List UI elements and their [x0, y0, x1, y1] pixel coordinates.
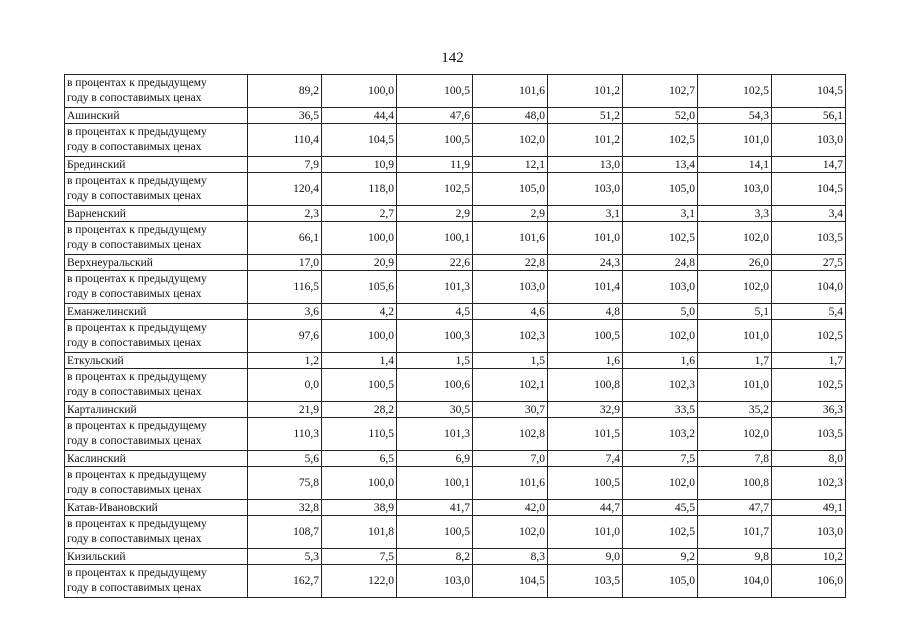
value-cell: 116,5 [248, 271, 322, 304]
value-cell: 102,1 [473, 369, 548, 402]
value-cell: 2,9 [473, 206, 548, 222]
district-name: Брединский [65, 157, 248, 173]
value-cell: 110,4 [248, 124, 322, 157]
value-cell: 21,9 [248, 402, 322, 418]
label-line-1: в процентах к предыдущему [67, 469, 207, 481]
value-cell: 105,0 [473, 173, 548, 206]
value-cell: 100,0 [322, 467, 397, 500]
percent-row [65, 222, 846, 255]
value-cell: 103,0 [548, 173, 623, 206]
label-line-2: году в сопоставимых ценах [67, 91, 202, 104]
value-cell: 3,1 [548, 206, 623, 222]
value-cell: 3,6 [248, 304, 322, 320]
value-cell: 102,7 [623, 75, 698, 108]
label-line-2: году в сопоставимых ценах [67, 483, 202, 496]
percent-row [65, 75, 846, 108]
value-cell: 101,3 [397, 271, 473, 304]
district-name: Еткульский [65, 353, 248, 369]
value-cell: 4,6 [473, 304, 548, 320]
district-row [65, 402, 846, 418]
value-cell: 101,4 [548, 271, 623, 304]
value-cell: 102,3 [473, 320, 548, 353]
label-line-1: в процентах к предыдущему [67, 224, 207, 236]
value-cell: 10,2 [772, 549, 846, 565]
value-cell: 49,1 [772, 500, 846, 516]
value-cell: 101,6 [473, 75, 548, 108]
value-cell: 103,0 [473, 271, 548, 304]
value-cell: 89,2 [248, 75, 322, 108]
district-name: Еманжелинский [65, 304, 248, 320]
value-cell: 7,5 [322, 549, 397, 565]
percent-row-label [65, 173, 248, 206]
percent-row [65, 467, 846, 500]
value-cell: 106,0 [772, 565, 846, 598]
value-cell: 7,8 [698, 451, 772, 467]
value-cell: 102,5 [772, 320, 846, 353]
value-cell: 45,5 [623, 500, 698, 516]
value-cell: 162,7 [248, 565, 322, 598]
value-cell: 1,7 [698, 353, 772, 369]
value-cell: 100,8 [698, 467, 772, 500]
value-cell: 102,0 [473, 124, 548, 157]
value-cell: 108,7 [248, 516, 322, 549]
district-row [65, 206, 846, 222]
value-cell: 100,5 [397, 516, 473, 549]
value-cell: 5,4 [772, 304, 846, 320]
value-cell: 104,5 [322, 124, 397, 157]
value-cell: 66,1 [248, 222, 322, 255]
value-cell: 3,4 [772, 206, 846, 222]
value-cell: 101,2 [548, 75, 623, 108]
value-cell: 1,2 [248, 353, 322, 369]
value-cell: 104,0 [698, 565, 772, 598]
value-cell: 103,5 [772, 418, 846, 451]
value-cell: 103,2 [623, 418, 698, 451]
value-cell: 1,7 [772, 353, 846, 369]
district-name: Кизильский [65, 549, 248, 565]
value-cell: 17,0 [248, 255, 322, 271]
district-row [65, 451, 846, 467]
percent-row-label [65, 124, 248, 157]
value-cell: 100,8 [548, 369, 623, 402]
percent-row-label [65, 222, 248, 255]
value-cell: 5,0 [623, 304, 698, 320]
value-cell: 24,3 [548, 255, 623, 271]
value-cell: 102,3 [772, 467, 846, 500]
percent-row [65, 124, 846, 157]
value-cell: 7,5 [623, 451, 698, 467]
value-cell: 5,1 [698, 304, 772, 320]
value-cell: 24,8 [623, 255, 698, 271]
value-cell: 102,0 [623, 467, 698, 500]
label-line-2: году в сопоставимых ценах [67, 238, 202, 251]
value-cell: 2,3 [248, 206, 322, 222]
value-cell: 105,6 [322, 271, 397, 304]
value-cell: 41,7 [397, 500, 473, 516]
value-cell: 2,7 [322, 206, 397, 222]
value-cell: 102,5 [623, 222, 698, 255]
value-cell: 7,4 [548, 451, 623, 467]
value-cell: 6,5 [322, 451, 397, 467]
value-cell: 103,5 [548, 565, 623, 598]
value-cell: 51,2 [548, 108, 623, 124]
value-cell: 1,5 [473, 353, 548, 369]
value-cell: 101,0 [548, 516, 623, 549]
value-cell: 100,1 [397, 467, 473, 500]
value-cell: 52,0 [623, 108, 698, 124]
value-cell: 102,8 [473, 418, 548, 451]
value-cell: 102,0 [698, 222, 772, 255]
value-cell: 42,0 [473, 500, 548, 516]
value-cell: 4,5 [397, 304, 473, 320]
label-line-1: в процентах к предыдущему [67, 322, 207, 334]
value-cell: 30,5 [397, 402, 473, 418]
value-cell: 44,4 [322, 108, 397, 124]
value-cell: 102,5 [698, 75, 772, 108]
district-name: Катав-Ивановский [65, 500, 248, 516]
value-cell: 3,3 [698, 206, 772, 222]
value-cell: 36,3 [772, 402, 846, 418]
value-cell: 13,4 [623, 157, 698, 173]
percent-row-label [65, 75, 248, 108]
value-cell: 22,6 [397, 255, 473, 271]
value-cell: 8,3 [473, 549, 548, 565]
value-cell: 101,0 [698, 124, 772, 157]
percent-row [65, 516, 846, 549]
value-cell: 1,4 [322, 353, 397, 369]
value-cell: 14,7 [772, 157, 846, 173]
district-row [65, 353, 846, 369]
value-cell: 30,7 [473, 402, 548, 418]
value-cell: 26,0 [698, 255, 772, 271]
value-cell: 103,5 [772, 222, 846, 255]
value-cell: 100,5 [322, 369, 397, 402]
district-row [65, 157, 846, 173]
page-number: 142 [441, 50, 464, 66]
district-row [65, 500, 846, 516]
value-cell: 100,0 [322, 75, 397, 108]
value-cell: 14,1 [698, 157, 772, 173]
value-cell: 118,0 [322, 173, 397, 206]
value-cell: 102,0 [698, 271, 772, 304]
value-cell: 103,0 [772, 124, 846, 157]
value-cell: 110,5 [322, 418, 397, 451]
value-cell: 7,0 [473, 451, 548, 467]
percent-row-label [65, 467, 248, 500]
percent-row [65, 320, 846, 353]
label-line-2: году в сопоставимых ценах [67, 336, 202, 349]
value-cell: 102,3 [623, 369, 698, 402]
value-cell: 103,0 [698, 173, 772, 206]
value-cell: 9,0 [548, 549, 623, 565]
value-cell: 110,3 [248, 418, 322, 451]
percent-row [65, 173, 846, 206]
value-cell: 47,6 [397, 108, 473, 124]
value-cell: 32,8 [248, 500, 322, 516]
value-cell: 38,9 [322, 500, 397, 516]
value-cell: 100,6 [397, 369, 473, 402]
district-row [65, 304, 846, 320]
label-line-2: году в сопоставимых ценах [67, 532, 202, 545]
value-cell: 105,0 [623, 565, 698, 598]
percent-row-label [65, 565, 248, 598]
value-cell: 102,0 [698, 418, 772, 451]
value-cell: 56,1 [772, 108, 846, 124]
label-line-2: году в сопоставимых ценах [67, 434, 202, 447]
value-cell: 8,0 [772, 451, 846, 467]
value-cell: 100,0 [322, 222, 397, 255]
percent-row [65, 565, 846, 598]
label-line-1: в процентах к предыдущему [67, 175, 207, 187]
data-table [64, 74, 846, 598]
value-cell: 105,0 [623, 173, 698, 206]
value-cell: 6,9 [397, 451, 473, 467]
value-cell: 100,5 [397, 124, 473, 157]
value-cell: 122,0 [322, 565, 397, 598]
value-cell: 101,7 [698, 516, 772, 549]
value-cell: 28,2 [322, 402, 397, 418]
value-cell: 103,0 [772, 516, 846, 549]
value-cell: 102,5 [623, 516, 698, 549]
value-cell: 44,7 [548, 500, 623, 516]
value-cell: 101,8 [322, 516, 397, 549]
district-row [65, 255, 846, 271]
percent-row [65, 369, 846, 402]
label-line-1: в процентах к предыдущему [67, 567, 207, 579]
district-row [65, 549, 846, 565]
value-cell: 11,9 [397, 157, 473, 173]
value-cell: 32,9 [548, 402, 623, 418]
value-cell: 3,1 [623, 206, 698, 222]
label-line-1: в процентах к предыдущему [67, 371, 207, 383]
value-cell: 102,0 [623, 320, 698, 353]
value-cell: 102,5 [623, 124, 698, 157]
value-cell: 1,5 [397, 353, 473, 369]
value-cell: 27,5 [772, 255, 846, 271]
value-cell: 100,5 [397, 75, 473, 108]
value-cell: 100,1 [397, 222, 473, 255]
value-cell: 13,0 [548, 157, 623, 173]
value-cell: 103,0 [623, 271, 698, 304]
value-cell: 4,8 [548, 304, 623, 320]
value-cell: 101,3 [397, 418, 473, 451]
percent-row-label [65, 516, 248, 549]
value-cell: 35,2 [698, 402, 772, 418]
value-cell: 75,8 [248, 467, 322, 500]
label-line-2: году в сопоставимых ценах [67, 287, 202, 300]
value-cell: 104,5 [473, 565, 548, 598]
value-cell: 9,8 [698, 549, 772, 565]
value-cell: 100,5 [548, 320, 623, 353]
value-cell: 101,0 [698, 369, 772, 402]
value-cell: 33,5 [623, 402, 698, 418]
value-cell: 101,2 [548, 124, 623, 157]
value-cell: 36,5 [248, 108, 322, 124]
label-line-1: в процентах к предыдущему [67, 273, 207, 285]
label-line-1: в процентах к предыдущему [67, 420, 207, 432]
value-cell: 5,3 [248, 549, 322, 565]
value-cell: 120,4 [248, 173, 322, 206]
district-row [65, 108, 846, 124]
value-cell: 5,6 [248, 451, 322, 467]
value-cell: 104,0 [772, 271, 846, 304]
value-cell: 47,7 [698, 500, 772, 516]
percent-row-label [65, 320, 248, 353]
percent-row [65, 418, 846, 451]
percent-row [65, 271, 846, 304]
percent-row-label [65, 418, 248, 451]
value-cell: 100,0 [322, 320, 397, 353]
label-line-2: году в сопоставимых ценах [67, 581, 202, 594]
value-cell: 102,5 [772, 369, 846, 402]
value-cell: 10,9 [322, 157, 397, 173]
value-cell: 54,3 [698, 108, 772, 124]
value-cell: 104,5 [772, 173, 846, 206]
district-name: Варненский [65, 206, 248, 222]
value-cell: 101,6 [473, 222, 548, 255]
percent-row-label [65, 369, 248, 402]
percent-row-label [65, 271, 248, 304]
label-line-1: в процентах к предыдущему [67, 518, 207, 530]
value-cell: 20,9 [322, 255, 397, 271]
label-line-1: в процентах к предыдущему [67, 77, 207, 89]
value-cell: 101,6 [473, 467, 548, 500]
district-name: Карталинский [65, 402, 248, 418]
table-body [65, 75, 846, 598]
value-cell: 101,5 [548, 418, 623, 451]
value-cell: 104,5 [772, 75, 846, 108]
value-cell: 102,0 [473, 516, 548, 549]
value-cell: 7,9 [248, 157, 322, 173]
value-cell: 100,3 [397, 320, 473, 353]
value-cell: 1,6 [548, 353, 623, 369]
value-cell: 101,0 [698, 320, 772, 353]
value-cell: 2,9 [397, 206, 473, 222]
value-cell: 97,6 [248, 320, 322, 353]
district-name: Каслинский [65, 451, 248, 467]
value-cell: 9,2 [623, 549, 698, 565]
value-cell: 4,2 [322, 304, 397, 320]
value-cell: 102,5 [397, 173, 473, 206]
label-line-2: году в сопоставимых ценах [67, 189, 202, 202]
label-line-2: году в сопоставимых ценах [67, 385, 202, 398]
value-cell: 48,0 [473, 108, 548, 124]
value-cell: 8,2 [397, 549, 473, 565]
label-line-1: в процентах к предыдущему [67, 126, 207, 138]
value-cell: 22,8 [473, 255, 548, 271]
value-cell: 0,0 [248, 369, 322, 402]
value-cell: 1,6 [623, 353, 698, 369]
value-cell: 103,0 [397, 565, 473, 598]
value-cell: 100,5 [548, 467, 623, 500]
value-cell: 101,0 [548, 222, 623, 255]
district-name: Ашинский [65, 108, 248, 124]
value-cell: 12,1 [473, 157, 548, 173]
district-name: Верхнеуральский [65, 255, 248, 271]
label-line-2: году в сопоставимых ценах [67, 140, 202, 153]
